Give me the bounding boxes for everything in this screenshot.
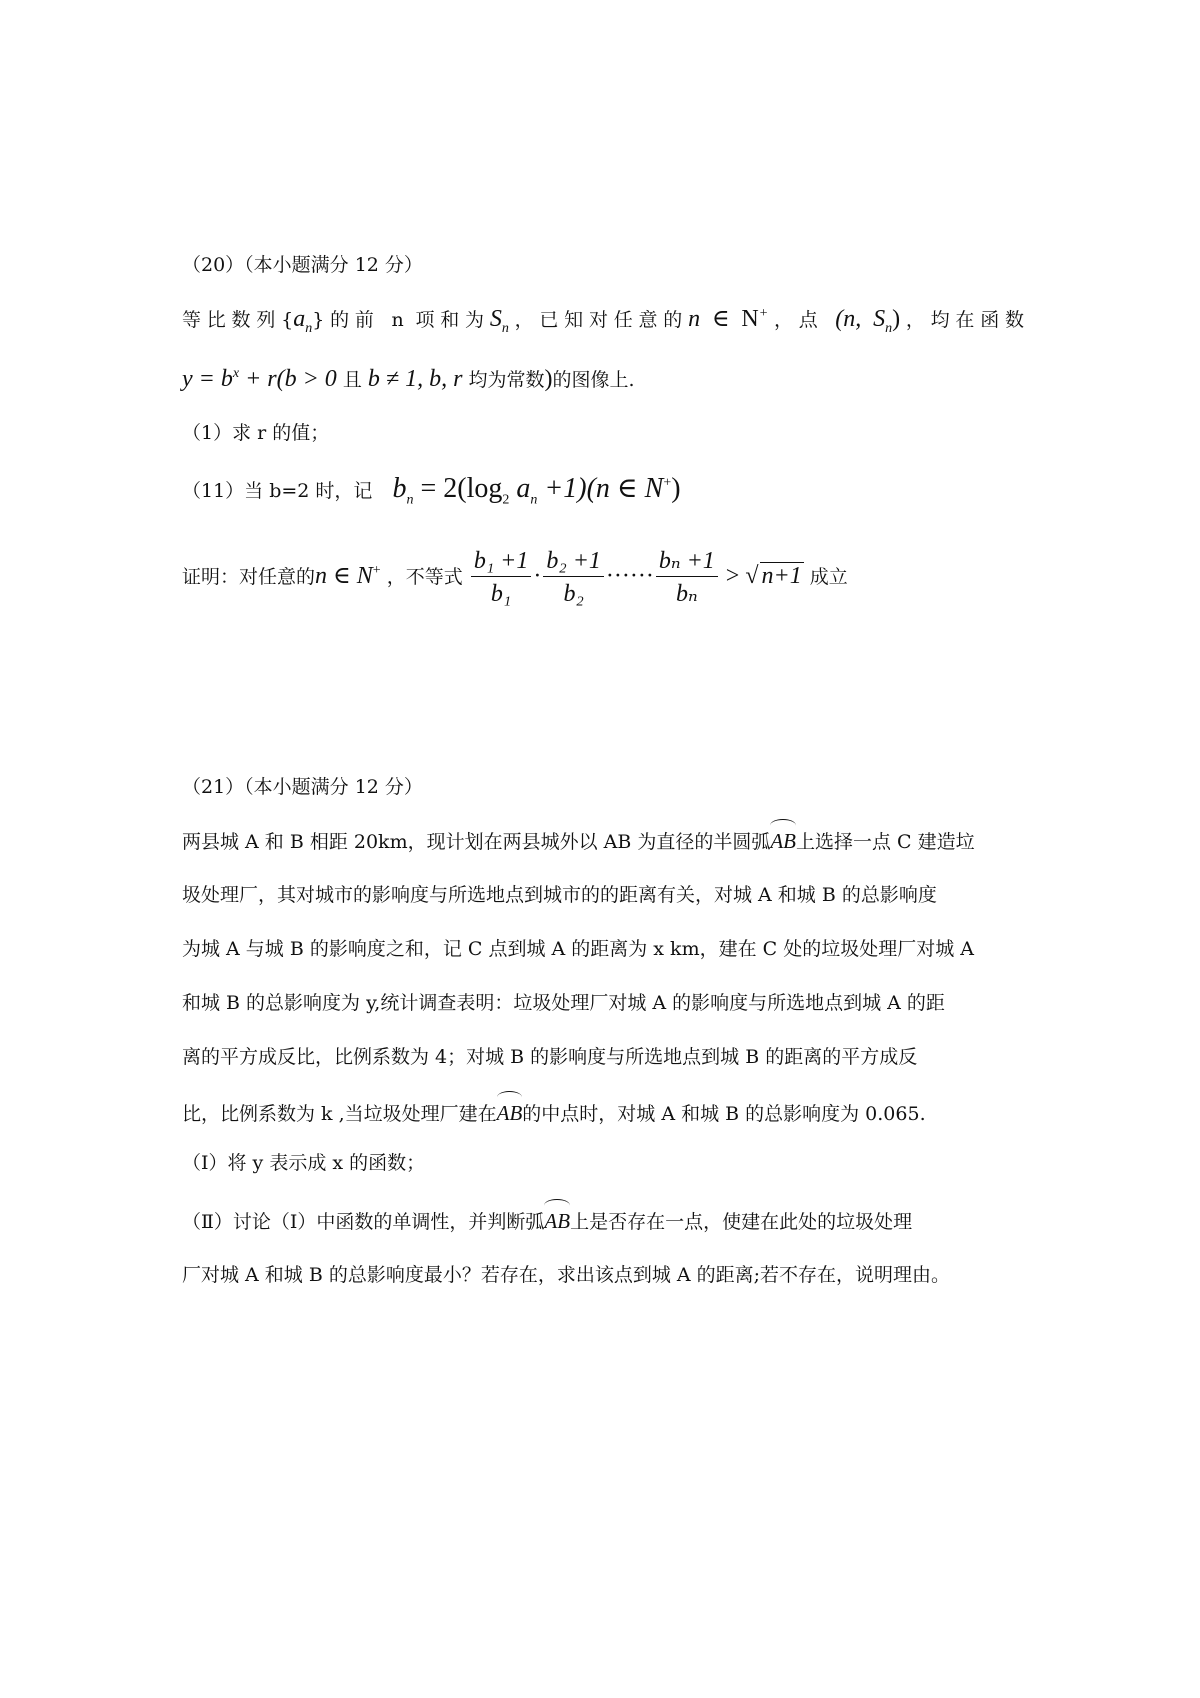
sqrt-sign: √ <box>745 563 759 590</box>
arc-ab-symbol: AB <box>544 1209 571 1233</box>
arc-ab-symbol: AB <box>770 829 797 853</box>
arc-ab-symbol: AB <box>496 1101 523 1125</box>
sqrt-radicand: n+1 <box>761 563 802 590</box>
q21-part1: （I）将 y 表示成 x 的函数； <box>182 1152 426 1174</box>
fraction-2: $\frac{\text{b₂ +1}}{\text{b₂}}$ <box>543 548 604 607</box>
q21-line4: 和城 B 的总影响度为 y,统计调查表明：垃圾处理厂对城 A 的影响度与所选地点到城 A 的距 <box>182 992 945 1014</box>
q20-statement-line1: 等比数列$\{a_n\}$的前 n 项和为$S_n$，已知对任意的n ∈ N+，点 (n, $S_n$)，均在函数 <box>182 306 1024 336</box>
q21-line6: 比，比例系数为 k ,当垃圾处理厂建在AB的中点时，对城 A 和城 B 的总影响度为 0.065. <box>182 1101 926 1125</box>
q20-statement-line2: $y = b^x + r(b > 0$ 且 b ≠ 1, b, r 均为常数)的图像上. <box>182 366 635 392</box>
fraction-1: $\frac{\text{b₁ +1}}{\text{b₁}}$ <box>471 548 532 607</box>
q20-part2-inequality: 证明：对任意的n ∈ N+ ，不等式 $\frac{\text{b₁ +1}}{\text{b₁}}$ · $\frac{\text{b₂ +1}}{\text{b₂}}$ ······ $\frac{\text{bₙ +1}}{\text{bₙ}}$ > √ n+1 成立 <box>182 548 848 607</box>
fraction-n: $\frac{\text{bₙ +1}}{\text{bₙ}}$ <box>656 548 718 607</box>
q21-header: （21）（本小题满分 12 分） <box>182 776 423 798</box>
q21-part2-line2: 厂对城 A 和城 B 的总影响度最小？若存在，求出该点到城 A 的距离;若不存在，说明理由。 <box>182 1264 951 1286</box>
q21-line2: 圾处理厂，其对城市的影响度与所选地点到城市的的距离有关，对城 A 和城 B 的总影响度 <box>182 884 937 906</box>
q21-part2: （Ⅱ）讨论（I）中函数的单调性，并判断弧AB上是否存在一点，使建在此处的垃圾处理 <box>182 1209 913 1233</box>
q21-line5: 离的平方成反比，比例系数为 4；对城 B 的影响度与所选地点到城 B 的距离的平方成反 <box>182 1046 918 1068</box>
q20-header: （20）（本小题满分 12 分） <box>182 254 423 276</box>
q21-line1: 两县城 A 和 B 相距 20km，现计划在两县城外以 AB 为直径的半圆弧AB上选择一点 C 建造垃 <box>182 829 975 853</box>
q21-line3: 为城 A 与城 B 的影响度之和，记 C 点到城 A 的距离为 x km，建在 C 处的垃圾处理厂对城 A <box>182 938 974 960</box>
q20-part2: （11）当 b=2 时，记 $b_n = 2(\log_2$ $a_n +1)(n$ ∈ N+) <box>182 473 681 508</box>
q20-part1: （1）求 r 的值； <box>182 422 330 444</box>
